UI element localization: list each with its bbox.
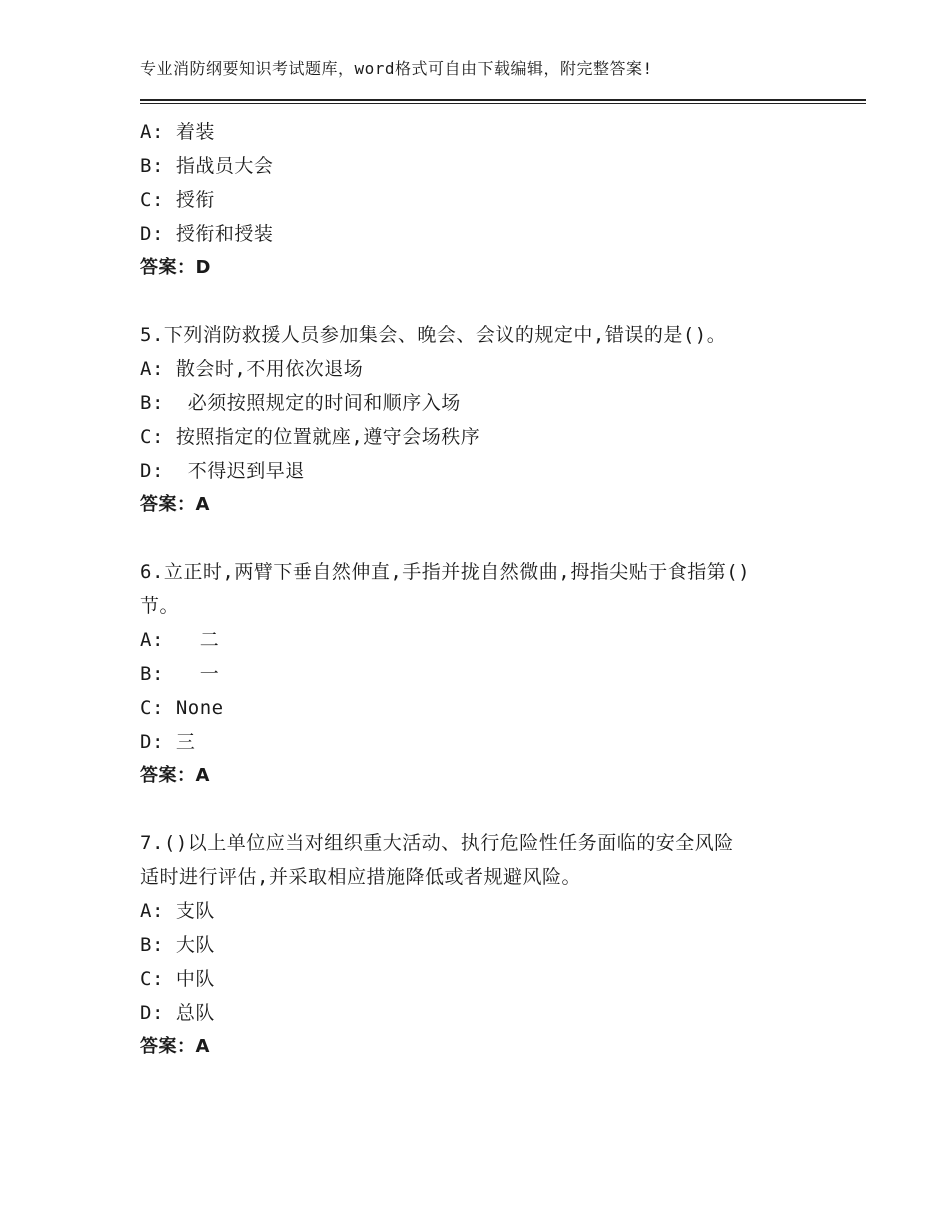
question-text-cont: 节。 [140, 595, 180, 617]
question-text-cont: 适时进行评估,并采取相应措施降低或者规避风险。 [140, 866, 581, 888]
option-d: D: 不得迟到早退 [140, 460, 305, 482]
option-a: A: 支队 [140, 900, 215, 922]
header-divider [140, 99, 866, 104]
option-b: B: 必须按照规定的时间和顺序入场 [140, 392, 461, 414]
option-a: A: 散会时,不用依次退场 [140, 358, 364, 380]
question-block-5 [140, 318, 840, 522]
option-c: C: None [140, 697, 224, 719]
answer: 答案：A [140, 494, 210, 515]
question-block-7 [140, 826, 840, 1064]
question-text: 5.下列消防救援人员参加集会、晚会、会议的规定中,错误的是()。 [140, 324, 727, 346]
question-block-6 [140, 555, 840, 793]
option-d: D: 总队 [140, 1002, 215, 1024]
option-c: C: 按照指定的位置就座,遵守会场秩序 [140, 426, 481, 448]
question-text: 7.()以上单位应当对组织重大活动、执行危险性任务面临的安全风险 [140, 832, 734, 854]
option-c: C: 中队 [140, 968, 215, 990]
answer: 答案：D [140, 257, 211, 278]
option-d: D: 三 [140, 731, 196, 753]
page-header: 专业消防纲要知识考试题库，word格式可自由下载编辑，附完整答案! [140, 59, 653, 78]
question-content [140, 115, 840, 1064]
option-d: D: 授衔和授装 [140, 223, 274, 245]
option-a: A: 二 [140, 629, 220, 651]
answer: 答案：A [140, 765, 210, 786]
option-b: B: 一 [140, 663, 220, 685]
question-block-prev [140, 115, 840, 285]
answer: 答案：A [140, 1036, 210, 1057]
option-b: B: 指战员大会 [140, 155, 274, 177]
option-b: B: 大队 [140, 934, 215, 956]
option-c: C: 授衔 [140, 189, 215, 211]
question-text: 6.立正时,两臂下垂自然伸直,手指并拢自然微曲,拇指尖贴于食指第() [140, 561, 751, 583]
option-a: A: 着装 [140, 121, 215, 143]
